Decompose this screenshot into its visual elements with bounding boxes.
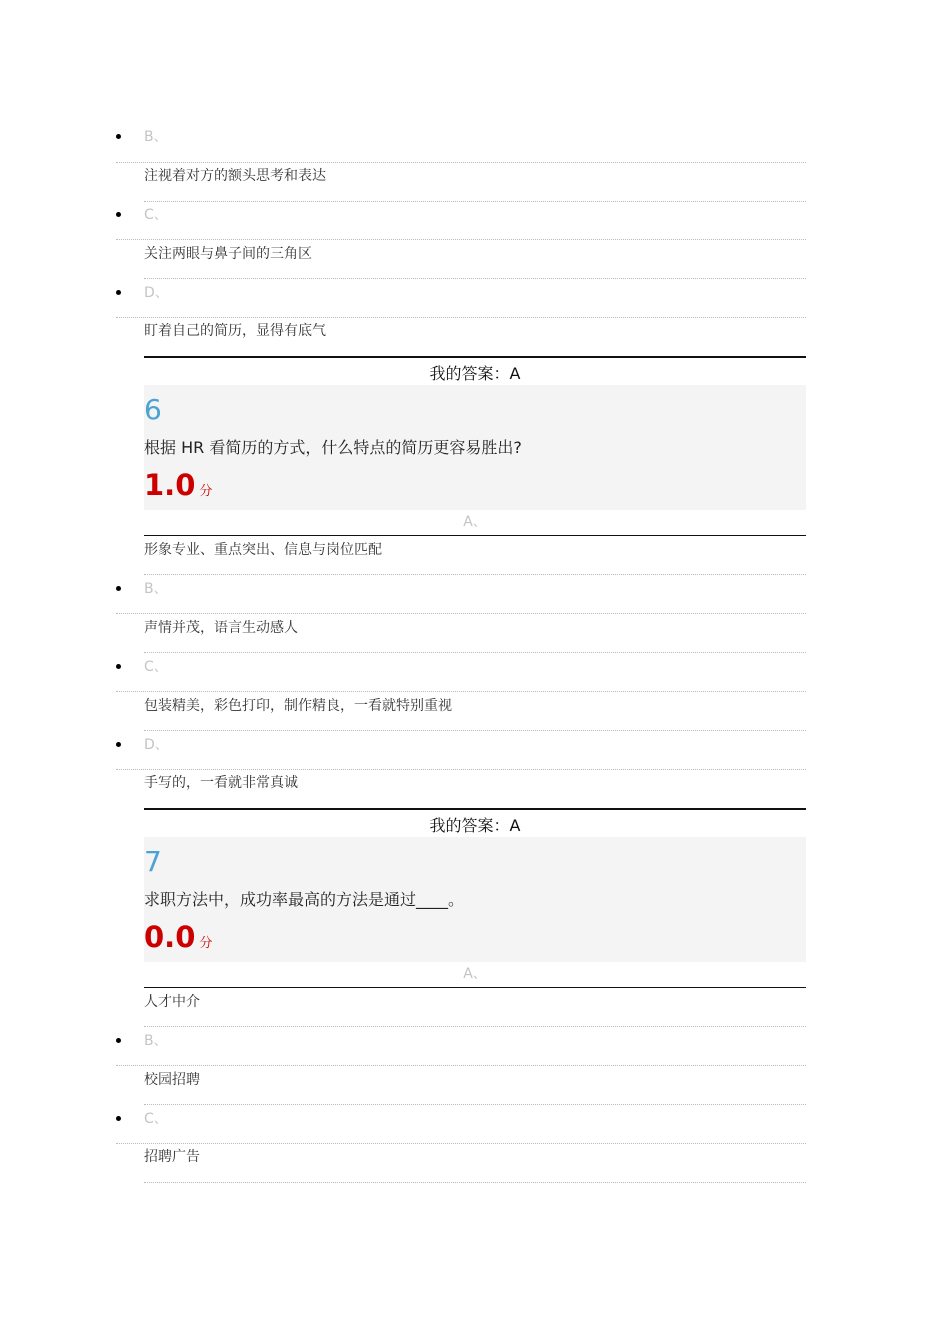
divider	[144, 1026, 806, 1027]
option-letter[interactable]: A、	[463, 966, 487, 982]
divider	[116, 1065, 806, 1066]
bullet-icon	[116, 134, 121, 139]
score-unit: 分	[199, 484, 213, 499]
bullet-icon	[116, 586, 121, 591]
question-number: 7	[144, 845, 162, 878]
divider	[144, 278, 806, 279]
option-letter: D、	[144, 737, 169, 753]
divider	[144, 201, 806, 202]
question-header	[144, 385, 806, 510]
answer-separator	[144, 356, 806, 358]
divider	[116, 239, 806, 240]
bullet-icon	[116, 1038, 121, 1043]
divider	[144, 652, 806, 653]
option-letter: D、	[144, 285, 169, 301]
question-header	[144, 837, 806, 962]
divider	[144, 730, 806, 731]
option-letter: B、	[144, 1033, 168, 1049]
option-letter[interactable]: A、	[463, 514, 487, 530]
question-text: 根据 HR 看简历的方式，什么特点的简历更容易胜出?	[144, 438, 522, 457]
divider	[116, 162, 806, 163]
option-letter: C、	[144, 659, 168, 675]
option-text: 手写的，一看就非常真诚	[144, 775, 298, 791]
bullet-icon	[116, 290, 121, 295]
option-text: 盯着自己的简历，显得有底气	[144, 323, 326, 339]
option-letter: B、	[144, 129, 168, 145]
question-text: 求职方法中，成功率最高的方法是通过____。	[144, 890, 465, 909]
option-text: 注视着对方的额头思考和表达	[144, 168, 326, 184]
divider	[116, 317, 806, 318]
score-value: 0.0	[144, 920, 196, 954]
my-answer: 我的答案：A	[429, 816, 521, 835]
option-text: 声情并茂，语言生动感人	[144, 620, 298, 636]
divider	[144, 987, 806, 988]
bullet-icon	[116, 212, 121, 217]
option-text: 人才中介	[144, 994, 200, 1010]
divider	[144, 574, 806, 575]
option-text: 招聘广告	[144, 1149, 200, 1165]
divider	[116, 691, 806, 692]
divider	[144, 1104, 806, 1105]
bullet-icon	[116, 664, 121, 669]
score-unit: 分	[199, 936, 213, 951]
option-text: 关注两眼与鼻子间的三角区	[144, 246, 312, 262]
option-letter: B、	[144, 581, 168, 597]
divider	[116, 1143, 806, 1144]
option-letter: C、	[144, 207, 168, 223]
question-score	[144, 920, 212, 961]
question-score	[144, 468, 212, 509]
divider	[144, 1182, 806, 1183]
bullet-icon	[116, 1116, 121, 1121]
bullet-icon	[116, 742, 121, 747]
divider	[116, 613, 806, 614]
my-answer: 我的答案：A	[429, 364, 521, 383]
answer-separator	[144, 808, 806, 810]
option-text: 校园招聘	[144, 1072, 200, 1088]
score-value: 1.0	[144, 468, 196, 502]
option-text: 包装精美，彩色打印，制作精良，一看就特别重视	[144, 698, 452, 714]
divider	[144, 535, 806, 536]
option-text: 形象专业、重点突出、信息与岗位匹配	[144, 542, 382, 558]
divider	[116, 769, 806, 770]
option-letter: C、	[144, 1111, 168, 1127]
question-number: 6	[144, 393, 162, 426]
